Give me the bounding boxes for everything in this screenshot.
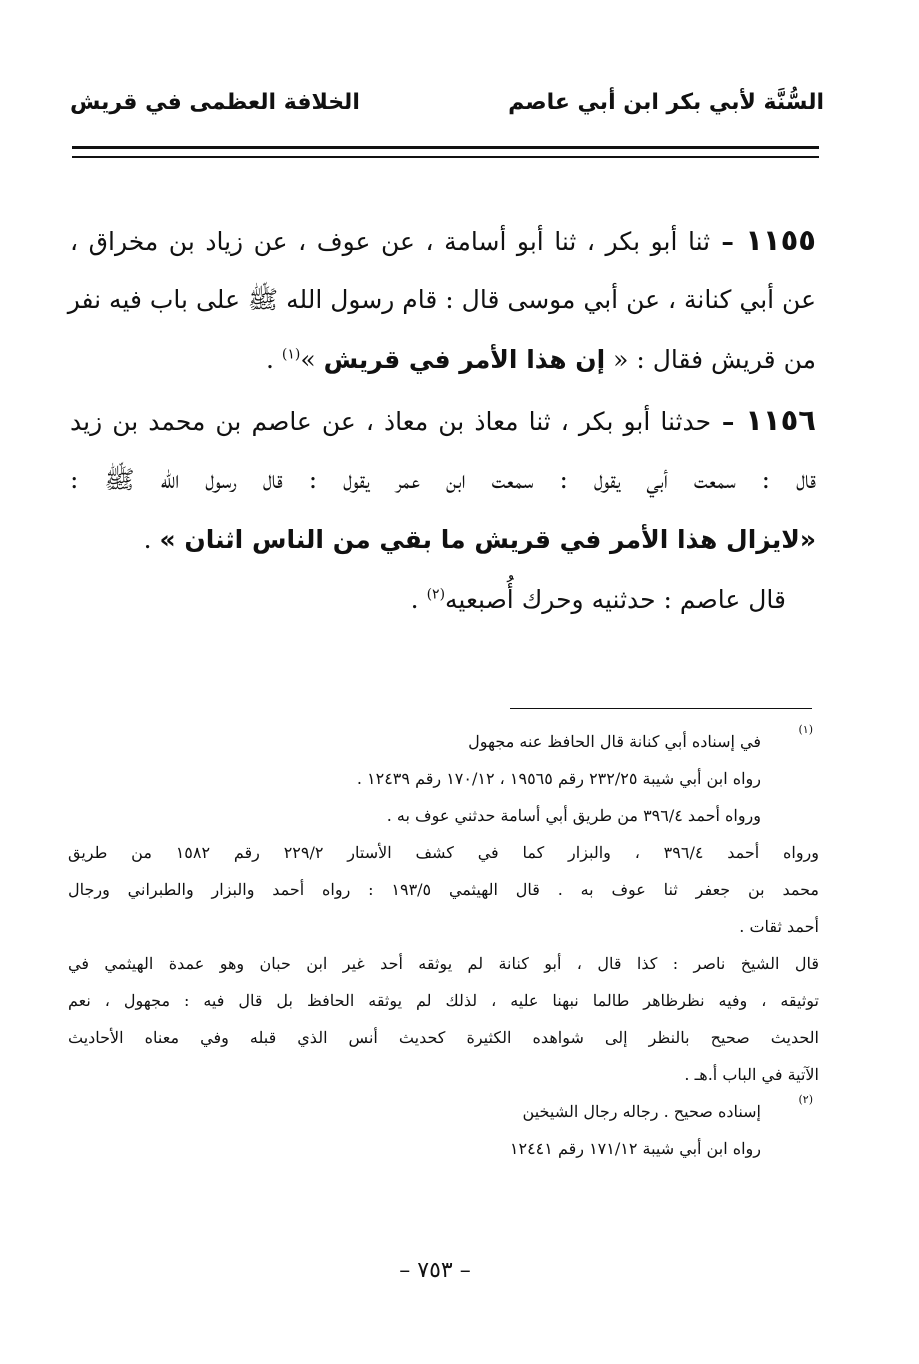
footnote-line: رواه ابن أبي شيبة ٢٣٢/٢٥ رقم ١٩٥٦٥ ، ١٧٠/١٢ رقم ١٢٤٣٩ . [356,769,761,788]
running-header [70,80,824,124]
footnote-ref: (١) [281,346,301,363]
hadith-number: ١١٥٥ [745,223,816,257]
header-rule-thick [72,146,819,149]
footnote-line: محمد بن جعفر ثنا عوف به . قال الهيثمي ١٩٣/٥ : رواه أحمد والبزار والطبراني ورجال [68,880,820,899]
hadith-1155-line-3: من قريش فقال : « إن هذا الأمر في قريش »$^{(١)}$ . [265,345,816,374]
footnote-marker-2: (٢) [798,1093,813,1106]
footnote-line: ورواه أحمد ٣٩٦/٤ ، والبزار كما في كشف الأستار ٢٢٩/٢ رقم ١٥٨٢ من طريق [68,843,820,862]
footnote-line: في إسناده أبي كنانة قال الحافظ عنه مجهول [468,732,761,751]
footnotes [68,723,819,1167]
hadith-1156-line-3: «لايزال هذا الأمر في قريش ما بقي من الناس اثنان » . [143,525,816,554]
footnote-line: قال الشيخ ناصر : كذا قال ، أبو كنانة لم يوثقه أحد غير ابن حبان وهو عمدة الهيثمي في [68,954,819,973]
book-title: السُّنَّة لأبي بكر ابن أبي عاصم [508,89,824,115]
footnote-2 [68,1093,819,1167]
hadith-1155-line-2: عن أبي كنانة ، عن أبي موسى قال : قام رسول الله ﷺ على باب فيه نفر [67,285,816,314]
footnote-separator [510,708,812,709]
header-rule-thin [72,156,819,158]
footnote-line: رواه ابن أبي شيبة ١٧١/١٢ رقم ١٢٤٤١ [509,1139,761,1158]
footnote-line: الحديث صحيح بالنظر إلى شواهده الكثيرة كحديث أنس الذي قبله وفي معناه الأحاديث [68,1028,819,1047]
page-number: – ٧٥٣ – [399,1258,471,1283]
hadith-1156-line-4: قال عاصم : حدثنيه وحرك أُصبعيه$^{(٢)}$ . [410,585,786,614]
hadith-text-quote: إن هذا الأمر في قريش [323,345,606,374]
footnote-line: إسناده صحيح . رجاله رجال الشيخين [522,1102,761,1121]
hadith-1155-line-1: ١١٥٥ – ثنا أبو بكر ، ثنا أبو أسامة ، عن عوف ، عن زياد بن مخراق ، [70,223,816,257]
hadith-number: ١١٥٦ [745,403,816,437]
footnote-marker-1: (١) [798,723,813,736]
footnote-line: ورواه أحمد ٣٩٦/٤ من طريق أبي أسامة حدثني عوف به . [386,806,761,825]
hadith-1156-line-2: قال : سمعت أبي يقول : سمعت ابن عمر يقول : قال رسول الله ﷺ : [70,465,816,494]
hadith-1156-line-1: ١١٥٦ – حدثنا أبو بكر ، ثنا معاذ بن معاذ ، عن عاصم بن محمد بن زيد [70,403,816,437]
footnote-line: أحمد ثقات . [739,917,819,936]
main-text [67,210,816,630]
footnote-ref: (٢) [426,586,446,603]
hadith-text-quote: «لايزال هذا الأمر في قريش ما بقي من الناس اثنان » [159,525,816,554]
footnote-line: توثيقه ، وفيه نظرظاهر طالما نبهنا عليه ، لذلك لم يوثقه الحافظ بل قال فيه : مجهول ، نعم [68,991,819,1010]
footnote-line: الآتية في الباب أ.هـ . [684,1065,819,1084]
chapter-title: الخلافة العظمى في قريش [70,89,360,115]
